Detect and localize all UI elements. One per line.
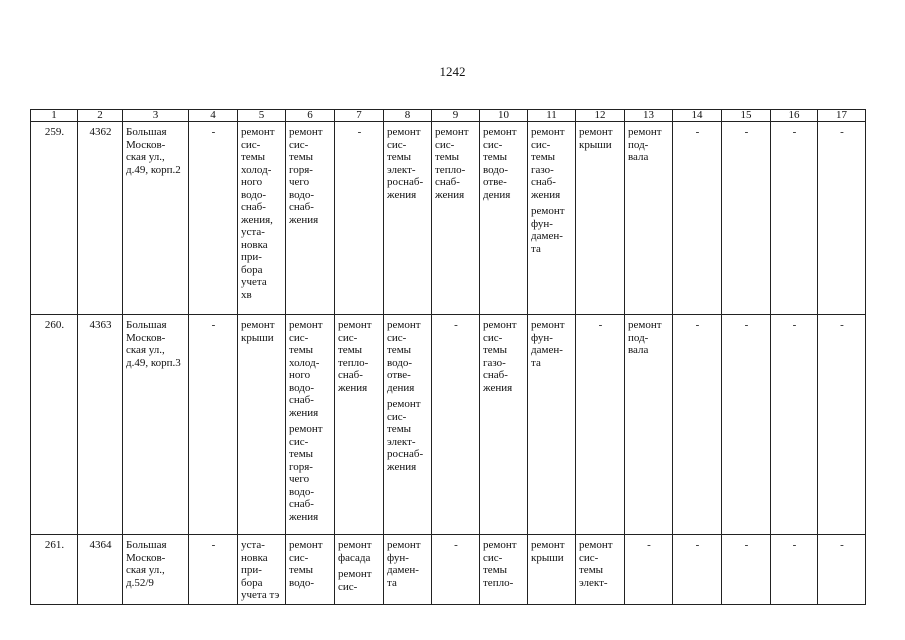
work-cell [286,535,335,605]
cell-text: 260. [44,319,65,331]
work-cell [771,535,818,605]
work-cell [189,122,238,315]
cell-text: ремонт сис- темы холод- ного водо- снаб- жения [289,319,323,419]
column-header: 4 [189,110,238,122]
repair-schedule-table [30,109,866,605]
work-cell [286,122,335,315]
work-cell [189,315,238,535]
address-cell [123,315,189,535]
cell-text: - [211,126,216,138]
cell-text: уста- новка при- бора учета тэ [241,539,280,601]
cell-text: ремонт крыши [241,319,275,344]
cell-text: ремонт сис- темы элект- роснаб- жения [387,398,424,473]
cell-text: ремонт сис- темы тепло- снаб- жения [338,319,372,394]
work-cell [528,315,576,535]
table-row [31,122,866,315]
work-cell [528,122,576,315]
cell-text: ремонт крыши [531,539,565,564]
cell-text: - [792,539,797,551]
work-cell [818,122,866,315]
cell-text: ремонт сис- темы газо- снаб- жения [483,319,517,394]
cell-text: - [840,319,844,331]
column-header: 5 [238,110,286,122]
cell-text: ремонт сис- темы горя- чего водо- снаб- жения [289,126,323,226]
work-cell [189,535,238,605]
cell-text: - [744,539,749,551]
cell-text: ремонт фун- дамен- та [387,539,421,589]
cell-text: ремонт сис- темы элект- роснаб- жения [387,126,424,201]
cell-text: - [454,319,458,331]
work-cell [625,122,673,315]
work-cell [335,315,384,535]
column-header: 10 [480,110,528,122]
cell-text: ремонт сис- темы тепло- снаб- жения [435,126,469,201]
cell-text: ремонт фун- дамен- та [531,319,565,369]
cell-text: 4364 [89,539,112,551]
work-cell [480,315,528,535]
cell-text: - [454,539,458,551]
work-cell [576,122,625,315]
work-cell [625,315,673,535]
cell-text: - [357,126,362,138]
row-number-cell [31,535,78,605]
cell-text: Большая Москов- ская ул., д.52/9 [126,539,167,589]
work-cell [722,315,771,535]
work-cell [384,535,432,605]
work-cell [576,535,625,605]
page-number: 1242 [439,64,466,79]
cell-text: - [840,126,844,138]
column-header: 7 [335,110,384,122]
cell-text: 259. [44,126,65,138]
work-cell [528,535,576,605]
cell-text: 4363 [89,319,112,331]
work-cell [432,122,480,315]
column-header: 11 [528,110,576,122]
column-header: 1 [31,110,78,122]
table-row [31,315,866,535]
work-cell [722,535,771,605]
work-cell [771,315,818,535]
work-cell [771,122,818,315]
cell-text: - [744,319,749,331]
work-cell [673,122,722,315]
cell-text: ремонт сис- темы тепло- [483,539,517,589]
cell-text: ремонт сис- темы водо- отве- дения [483,126,517,201]
cell-text: Большая Москов- ская ул., д.49, корп.3 [126,319,181,369]
column-header: 14 [673,110,722,122]
column-header: 17 [818,110,866,122]
cell-text: - [695,539,700,551]
cell-text: - [695,319,700,331]
work-cell [335,535,384,605]
column-header: 15 [722,110,771,122]
cell-text: - [211,539,216,551]
cell-text: - [792,126,797,138]
work-cell [722,122,771,315]
cell-text: - [211,319,216,331]
work-cell [432,535,480,605]
cell-text: ремонт сис- темы газо- снаб- жения [531,126,565,201]
cell-text: ремонт под- вала [628,126,662,163]
cell-text: ремонт сис- [338,568,372,593]
work-cell [238,315,286,535]
cell-text: - [792,319,797,331]
column-header: 16 [771,110,818,122]
cell-text: ремонт сис- темы водо- отве- дения [387,319,421,394]
cell-text: ремонт крыши [579,126,613,151]
column-header: 2 [78,110,123,122]
work-cell [818,315,866,535]
object-id-cell [78,315,123,535]
cell-text: Большая Москов- ская ул., д.49, корп.2 [126,126,181,176]
cell-text: ремонт сис- темы холод- ного водо- снаб- жения, уста- новка при- бора учета хв [241,126,275,301]
work-cell [576,315,625,535]
row-number-cell [31,122,78,315]
column-header: 8 [384,110,432,122]
cell-text: ремонт под- вала [628,319,662,356]
cell-text: ремонт сис- темы горя- чего водо- снаб- жения [289,423,323,523]
column-header: 13 [625,110,673,122]
work-cell [384,122,432,315]
work-cell [480,535,528,605]
address-cell [123,535,189,605]
table-row [31,535,866,605]
work-cell [384,315,432,535]
cell-text: - [695,126,700,138]
cell-text: - [647,539,651,551]
work-cell [286,315,335,535]
work-cell [673,535,722,605]
object-id-cell [78,122,123,315]
column-header: 12 [576,110,625,122]
cell-text: - [744,126,749,138]
work-cell [335,122,384,315]
row-number-cell [31,315,78,535]
cell-text: ремонт фун- дамен- та [531,205,565,255]
work-cell [673,315,722,535]
cell-text: ремонт сис- темы водо- [289,539,323,589]
work-cell [238,535,286,605]
cell-text: ремонт сис- темы элект- [579,539,613,589]
work-cell [625,535,673,605]
cell-text: - [598,319,603,331]
cell-text: ремонт фасада [338,539,372,564]
column-header: 9 [432,110,480,122]
object-id-cell [78,535,123,605]
address-cell [123,122,189,315]
cell-text: 4362 [89,126,112,138]
cell-text: 261. [44,539,65,551]
cell-text: - [840,539,844,551]
column-header: 3 [123,110,189,122]
column-number-row [31,110,866,122]
column-header: 6 [286,110,335,122]
work-cell [480,122,528,315]
work-cell [818,535,866,605]
work-cell [432,315,480,535]
work-cell [238,122,286,315]
